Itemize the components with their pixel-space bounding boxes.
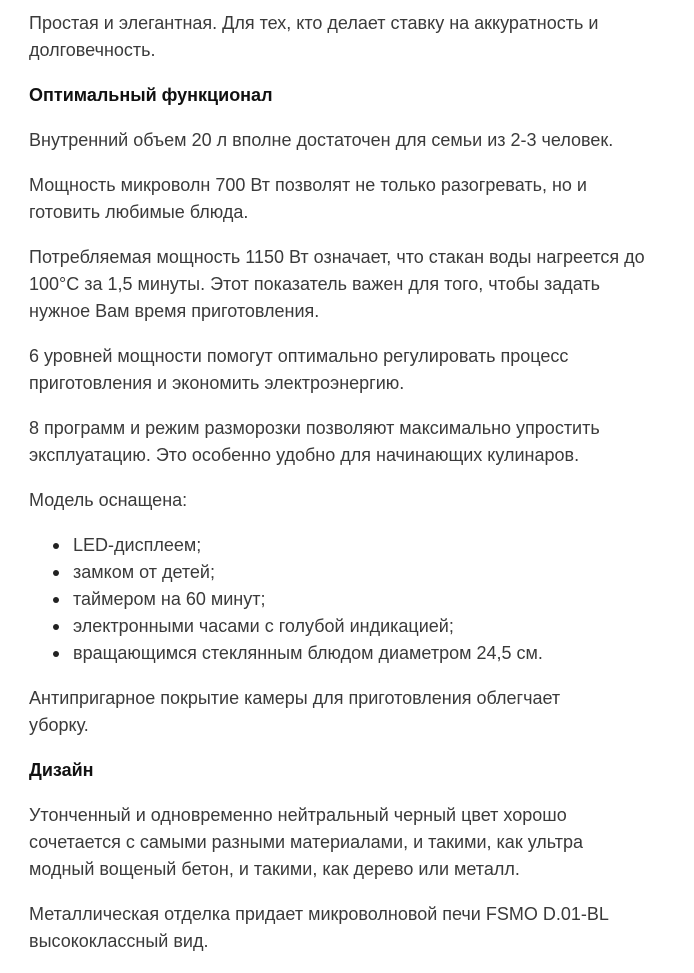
paragraph-equipped bbox=[29, 487, 694, 514]
text-line: долговечность. bbox=[29, 40, 156, 60]
text-line: Антипригарное покрытие камеры для приготовления облегчает bbox=[29, 688, 561, 708]
paragraph-finish bbox=[29, 901, 694, 955]
text-line: Утонченный и одновременно нейтральный черный цвет хорошо bbox=[29, 805, 567, 825]
section-heading-functional: Оптимальный функционал bbox=[29, 85, 273, 105]
text-line: 100°C за 1,5 минуты. Этот показатель важен для того, чтобы задать bbox=[29, 274, 600, 294]
text-line: нужное Вам время приготовления. bbox=[29, 301, 320, 321]
text-line: модный вощеный бетон, и такими, как дерево или металл. bbox=[29, 859, 520, 879]
text-line: уборку. bbox=[29, 715, 89, 735]
section-heading-design: Дизайн bbox=[29, 760, 94, 780]
paragraph-color bbox=[29, 802, 694, 883]
list-item bbox=[53, 613, 694, 640]
text-line: Модель оснащена: bbox=[29, 490, 188, 510]
text-line: высококлассный вид. bbox=[29, 931, 209, 951]
paragraph-microwave-power bbox=[29, 172, 694, 226]
bullet-icon bbox=[53, 597, 59, 603]
list-item-text: таймером на 60 минут; bbox=[73, 589, 266, 609]
list-item bbox=[53, 586, 694, 613]
paragraph-programs bbox=[29, 415, 694, 469]
bullet-icon bbox=[53, 543, 59, 549]
text-line: 6 уровней мощности помогут оптимально регулировать процесс bbox=[29, 346, 569, 366]
text-line: Мощность микроволн 700 Вт позволят не только разогревать, но и bbox=[29, 175, 587, 195]
paragraph-consumed-power bbox=[29, 244, 694, 325]
list-item bbox=[53, 640, 694, 667]
list-item-text: LED-дисплеем; bbox=[73, 535, 202, 555]
article-content bbox=[29, 10, 694, 973]
paragraph-coating bbox=[29, 685, 694, 739]
intro-paragraph bbox=[29, 10, 694, 64]
list-item-text: замком от детей; bbox=[73, 562, 215, 582]
list-item-text: электронными часами с голубой индикацией; bbox=[73, 616, 454, 636]
list-item bbox=[53, 559, 694, 586]
bullet-icon bbox=[53, 624, 59, 630]
paragraph-volume bbox=[29, 127, 694, 154]
text-line: 8 программ и режим разморозки позволяют максимально упростить bbox=[29, 418, 600, 438]
bullet-icon bbox=[53, 570, 59, 576]
text-line: готовить любимые блюда. bbox=[29, 202, 249, 222]
text-line: эксплуатацию. Это особенно удобно для начинающих кулинаров. bbox=[29, 445, 580, 465]
text-line: Потребляемая мощность 1150 Вт означает, что стакан воды нагреется до bbox=[29, 247, 645, 267]
text-line: Внутренний объем 20 л вполне достаточен для семьи из 2-3 человек. bbox=[29, 130, 614, 150]
text-line: приготовления и экономить электроэнергию. bbox=[29, 373, 405, 393]
list-item bbox=[53, 532, 694, 559]
text-line: сочетается с самыми разными материалами, и такими, как ультра bbox=[29, 832, 584, 852]
paragraph-power-levels bbox=[29, 343, 694, 397]
features-list bbox=[29, 532, 694, 667]
text-line: Простая и элегантная. Для тех, кто делает ставку на аккуратность и bbox=[29, 13, 599, 33]
list-item-text: вращающимся стеклянным блюдом диаметром 24,5 см. bbox=[73, 643, 543, 663]
bullet-icon bbox=[53, 651, 59, 657]
text-line: Металлическая отделка придает микроволновой печи FSMO D.01-BL bbox=[29, 904, 609, 924]
